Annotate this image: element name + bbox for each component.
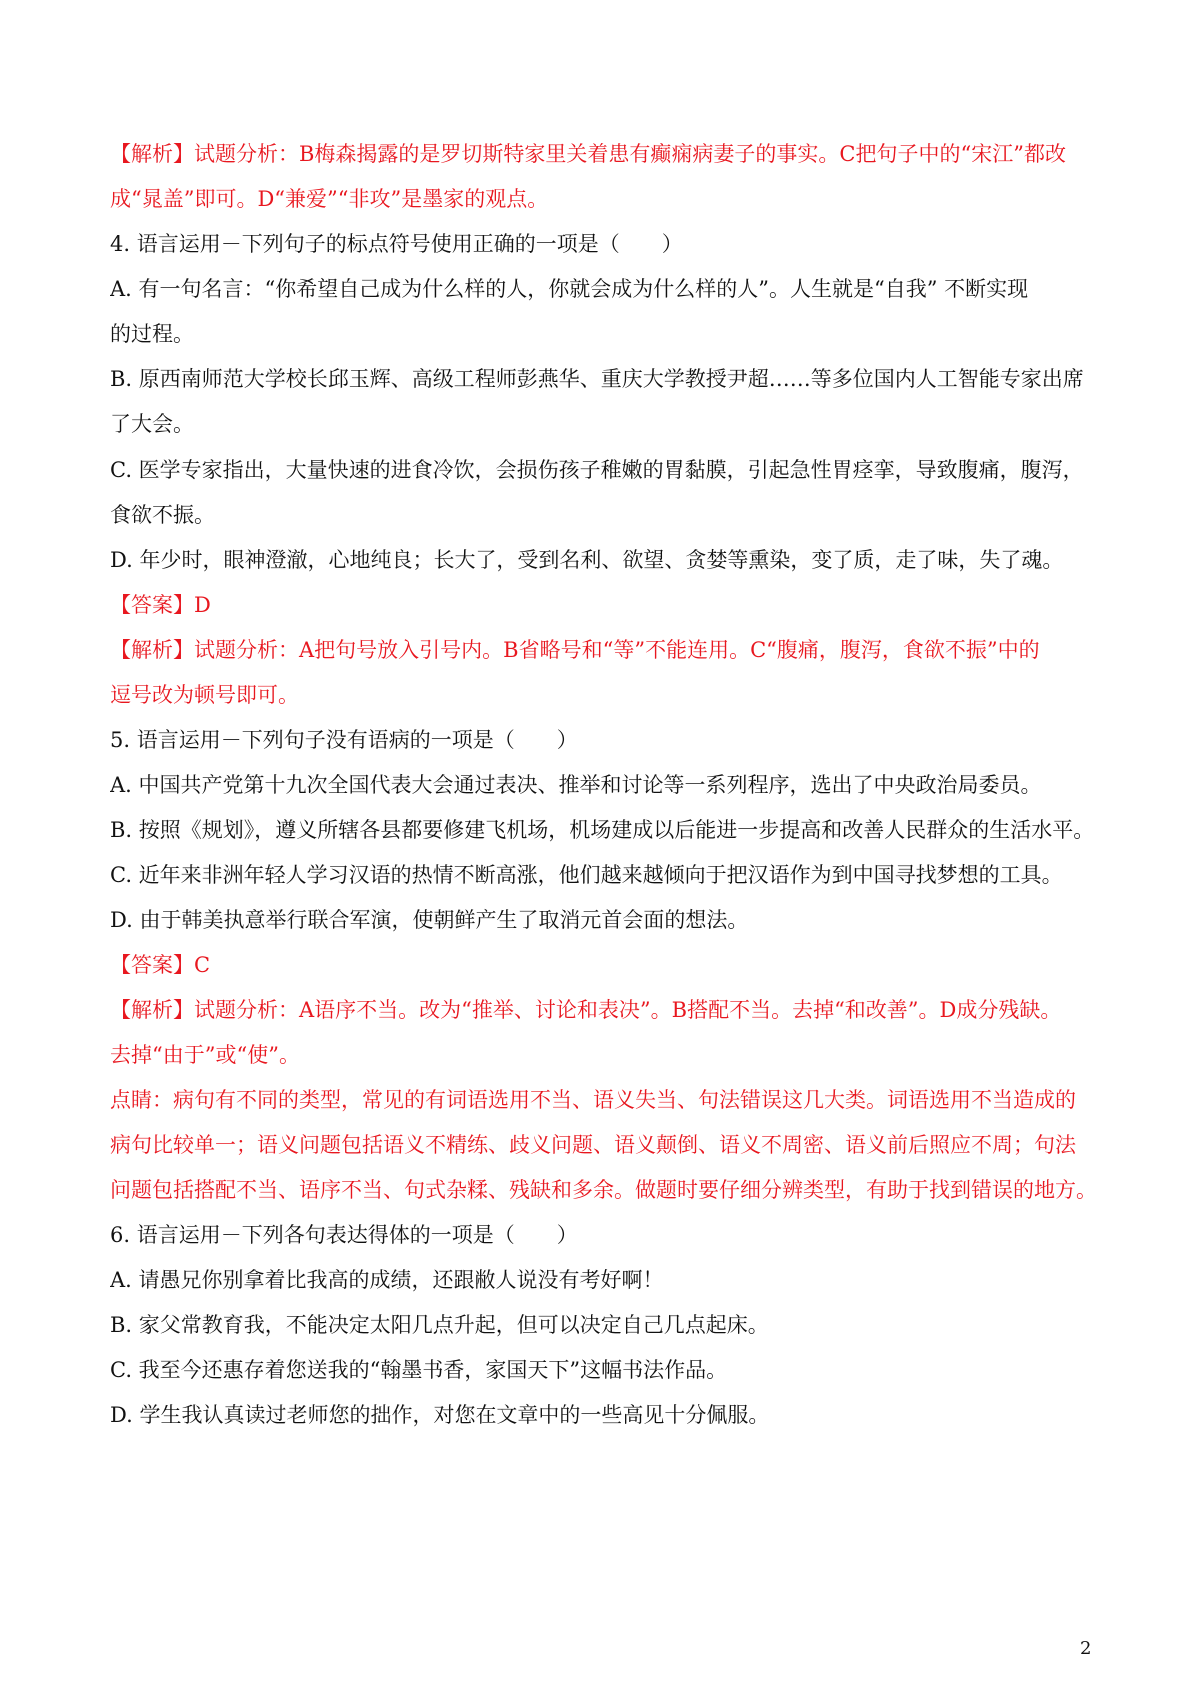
question-5-option-b: B. 按照《规划》，遵义所辖各县都要修建飞机场，机场建成以后能进一步提高和改善人民群众的生活水平。 [110,818,1095,842]
tip-q5-line-2: 病句比较单一；语义问题包括语义不精练、歧义问题、语义颠倒、语义不周密、语义前后照应不周；句法 [110,1133,1076,1157]
analysis-q5-line-1: 【解析】试题分析：A语序不当。改为“推举、讨论和表决”。B搭配不当。去掉“和改善”。D成分残缺。 [110,998,1062,1022]
question-4-option-b-line-1: B. 原西南师范大学校长邱玉辉、高级工程师彭燕华、重庆大学教授尹超……等多位国内人工智能专家出席 [110,367,1084,391]
analysis-q3-line-1: 【解析】试题分析：B梅森揭露的是罗切斯特家里关着患有癫痫病妻子的事实。C把句子中的“宋江”都改 [110,142,1066,166]
question-4-option-a-line-1: A. 有一句名言：“你希望自己成为什么样的人，你就会成为什么样的人”。人生就是“自我” 不断实现 [110,277,1029,301]
analysis-q5-line-2: 去掉“由于”或“使”。 [110,1043,300,1067]
question-4-option-b-line-2: 了大会。 [110,412,194,436]
question-4-option-d: D. 年少时，眼神澄澈，心地纯良；长大了，受到名利、欲望、贪婪等熏染，变了质，走了味，失了魂。 [110,548,1064,572]
question-5-stem: 5. 语言运用－下列句子没有语病的一项是（ ） [110,728,578,752]
question-5-option-c: C. 近年来非洲年轻人学习汉语的热情不断高涨，他们越来越倾向于把汉语作为到中国寻找梦想的工具。 [110,863,1063,887]
answer-4: 【答案】D [110,593,211,617]
question-6-option-a: A. 请愚兄你别拿着比我高的成绩，还跟敝人说没有考好啊！ [110,1268,664,1292]
tip-q5-line-3: 问题包括搭配不当、语序不当、句式杂糅、残缺和多余。做题时要仔细分辨类型，有助于找到错误的地方。 [110,1178,1097,1202]
tip-q5-line-1: 点睛：病句有不同的类型，常见的有词语选用不当、语义失当、句法错误这几大类。词语选用不当造成的 [110,1088,1076,1112]
question-4-option-c-line-1: C. 医学专家指出，大量快速的进食冷饮，会损伤孩子稚嫩的胃黏膜，引起急性胃痉挛，导致腹痛，腹泻， [110,458,1084,482]
question-5-option-d: D. 由于韩美执意举行联合军演，使朝鲜产生了取消元首会面的想法。 [110,908,749,932]
page-number: 2 [1080,1638,1092,1659]
question-4-option-c-line-2: 食欲不振。 [110,503,215,527]
analysis-q4-line-2: 逗号改为顿号即可。 [110,683,299,707]
analysis-q4-line-1: 【解析】试题分析：A把句号放入引号内。B省略号和“等”不能连用。C“腹痛，腹泻，食欲不振”中的 [110,638,1040,662]
question-4-option-a-line-2: 的过程。 [110,322,194,346]
answer-5: 【答案】C [110,953,211,977]
question-4-stem: 4. 语言运用－下列句子的标点符号使用正确的一项是（ ） [110,232,683,256]
question-6-option-b: B. 家父常教育我，不能决定太阳几点升起，但可以决定自己几点起床。 [110,1313,769,1337]
question-5-option-a: A. 中国共产党第十九次全国代表大会通过表决、推举和讨论等一系列程序，选出了中央政治局委员。 [110,773,1042,797]
analysis-q3-line-2: 成“晁盖”即可。D“兼爱”“非攻”是墨家的观点。 [110,187,549,211]
question-6-stem: 6. 语言运用－下列各句表达得体的一项是（ ） [110,1223,578,1247]
question-6-option-d: D. 学生我认真读过老师您的拙作，对您在文章中的一些高见十分佩服。 [110,1403,770,1427]
question-6-option-c: C. 我至今还惠存着您送我的“翰墨书香，家国天下”这幅书法作品。 [110,1358,728,1382]
